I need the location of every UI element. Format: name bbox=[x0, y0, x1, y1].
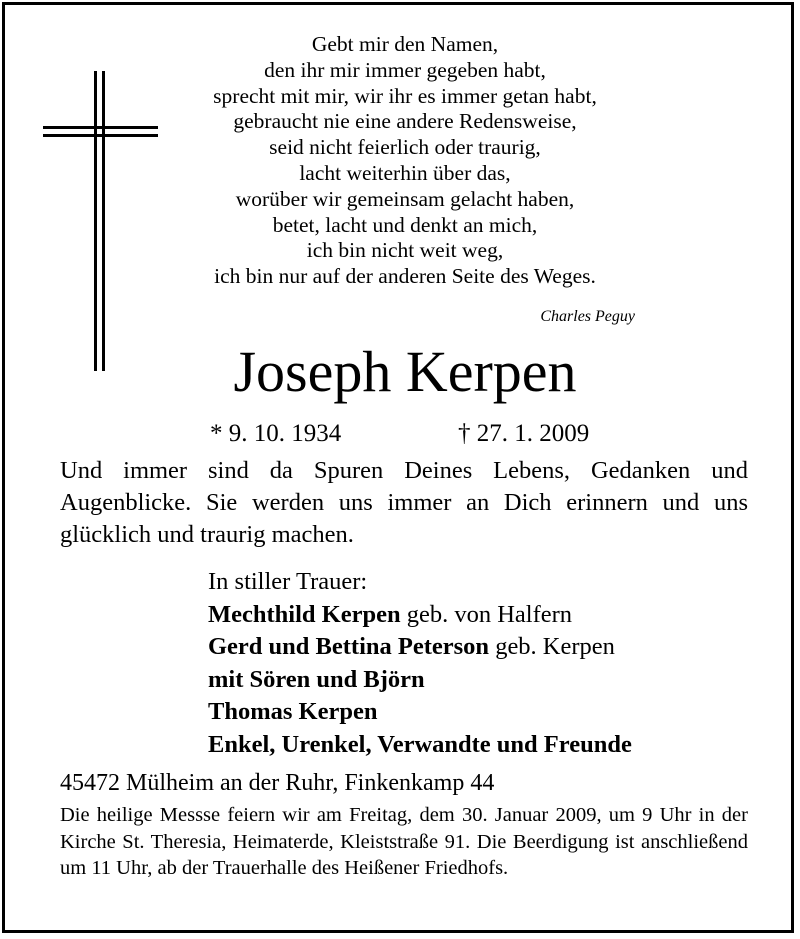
mass-notice: Die heilige Messse feiern wir am Freitag, dem 30. Januar 2009, um 9 Uhr in der Kirche St. Theresia, Heimaterde, Kleiststraße 91. Die Beerdigung ist anschließend um 11 Uhr, ab der Trauerhalle des Heißener Friedhofs. bbox=[60, 804, 748, 879]
obituary-frame bbox=[2, 2, 794, 933]
poem-line: ich bin nicht weit weg, bbox=[306, 238, 504, 263]
memorial-quote: Und immer sind da Spuren Deines Lebens, Gedanken und Augenblicke. Sie werden uns immer an Dich erinnern und uns glücklich und traurig machen. bbox=[60, 457, 748, 548]
mourner-name: mit Sören und Björn bbox=[208, 665, 425, 693]
poem-line: gebraucht nie eine andere Redensweise, bbox=[233, 109, 577, 134]
mourner-entry bbox=[208, 729, 632, 762]
poem-line: Gebt mir den Namen, bbox=[311, 32, 499, 56]
address: 45472 Mülheim an der Ruhr, Finkenkamp 44 bbox=[60, 770, 495, 796]
poem-line: ich bin nur auf der anderen Seite des Weges. bbox=[214, 264, 596, 289]
poem-line: seid nicht feierlich oder traurig, bbox=[269, 135, 541, 160]
mourner-entry bbox=[208, 599, 632, 632]
mourner-name: Enkel, Urenkel, Verwandte und Freunde bbox=[208, 730, 632, 758]
death-date: † 27. 1. 2009 bbox=[458, 420, 590, 447]
christian-cross-icon bbox=[43, 71, 158, 371]
mourner-entry bbox=[208, 664, 632, 697]
mourner-name: Mechthild Kerpen bbox=[208, 600, 401, 628]
poem-author: Charles Peguy bbox=[540, 308, 635, 325]
poem-line: den ihr mir immer gegeben habt, bbox=[264, 57, 546, 82]
poem-line: lacht weiterhin über das, bbox=[299, 160, 511, 185]
mourner-entry bbox=[208, 696, 632, 729]
mourner-name: Thomas Kerpen bbox=[208, 698, 378, 725]
poem bbox=[165, 32, 645, 290]
mourner-entry bbox=[208, 631, 632, 664]
poem-line: betet, lacht und denkt an mich, bbox=[272, 212, 538, 237]
mourners-block bbox=[208, 566, 632, 761]
mourner-suffix: geb. Kerpen bbox=[489, 633, 615, 660]
poem-line: sprecht mit mir, wir ihr es immer getan habt, bbox=[213, 83, 597, 108]
birth-date: * 9. 10. 1934 bbox=[210, 420, 342, 447]
mourner-name: Gerd und Bettina Peterson bbox=[208, 633, 490, 660]
mourner-suffix: geb. von Halfern bbox=[400, 600, 573, 628]
poem-line: worüber wir gemeinsam gelacht haben, bbox=[235, 186, 575, 211]
deceased-name: Joseph Kerpen bbox=[233, 339, 577, 404]
mourners-intro: In stiller Trauer: bbox=[208, 568, 368, 595]
